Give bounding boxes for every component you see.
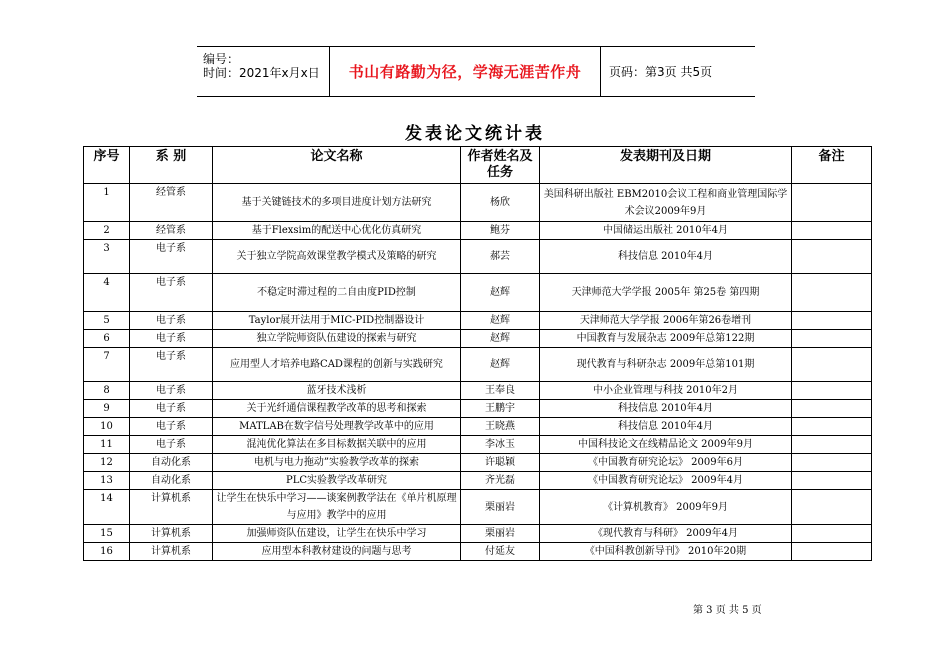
- column-header-no: 序号: [84, 147, 130, 184]
- table-row: [84, 400, 872, 418]
- row-author-cell: 鲍芬: [461, 222, 540, 240]
- row-journal-cell: 《中国科教创新导刊》 2010年20期: [540, 543, 792, 561]
- row-journal-cell: 科技信息 2010年4月: [540, 400, 792, 418]
- row-author-cell: 栗丽岩: [461, 525, 540, 543]
- header-page-info: 页码：第3页 共5页: [609, 65, 713, 79]
- row-paper-title-cell: 关于光纤通信课程教学改革的思考和探索: [213, 400, 461, 418]
- table-row: [84, 543, 872, 561]
- row-journal-cell: 天津师范大学学报 2006年第26卷增刊: [540, 312, 792, 330]
- page-footer: 第 3 页 共 5 页: [693, 605, 762, 616]
- table-row: [84, 382, 872, 400]
- document-number-label: 编号：: [203, 52, 240, 66]
- row-number-cell: 14: [84, 490, 130, 525]
- row-note-cell: [792, 525, 872, 543]
- table-row: [84, 240, 872, 274]
- document-time-label: 时间：2021年x月x日: [203, 66, 320, 80]
- row-note-cell: [792, 240, 872, 274]
- table-row: [84, 490, 872, 525]
- row-note-cell: [792, 330, 872, 348]
- table-row: [84, 525, 872, 543]
- row-number-cell: 4: [84, 274, 130, 312]
- table-row: [84, 330, 872, 348]
- header-slogan: 书山有路勤为径，学海无涯苦作舟: [348, 63, 582, 81]
- row-note-cell: [792, 222, 872, 240]
- row-journal-cell: 科技信息 2010年4月: [540, 240, 792, 274]
- row-paper-title-cell: PLC实验教学改革研究: [213, 472, 461, 490]
- row-note-cell: [792, 472, 872, 490]
- row-department-cell: 电子系: [130, 240, 213, 274]
- row-department-cell: 电子系: [130, 274, 213, 312]
- row-note-cell: [792, 436, 872, 454]
- row-number-cell: 16: [84, 543, 130, 561]
- row-author-cell: 李冰玉: [461, 436, 540, 454]
- row-department-cell: 自动化系: [130, 454, 213, 472]
- row-author-cell: 王奉良: [461, 382, 540, 400]
- row-number-cell: 6: [84, 330, 130, 348]
- row-paper-title-cell: MATLAB在数字信号处理教学改革中的应用: [213, 418, 461, 436]
- row-number-cell: 8: [84, 382, 130, 400]
- row-paper-title-cell: 关于独立学院高效课堂教学模式及策略的研究: [213, 240, 461, 274]
- row-paper-title-cell: 应用型本科教材建设的问题与思考: [213, 543, 461, 561]
- row-number-cell: 12: [84, 454, 130, 472]
- row-author-cell: 付延友: [461, 543, 540, 561]
- row-department-cell: 电子系: [130, 436, 213, 454]
- row-department-cell: 电子系: [130, 312, 213, 330]
- row-number-cell: 11: [84, 436, 130, 454]
- row-journal-cell: 《中国教育研究论坛》 2009年4月: [540, 472, 792, 490]
- row-number-cell: 7: [84, 348, 130, 382]
- row-note-cell: [792, 184, 872, 222]
- row-paper-title-cell: 蓝牙技术浅析: [213, 382, 461, 400]
- row-note-cell: [792, 418, 872, 436]
- row-paper-title-cell: 基于Flexsim的配送中心优化仿真研究: [213, 222, 461, 240]
- row-number-cell: 5: [84, 312, 130, 330]
- row-number-cell: 15: [84, 525, 130, 543]
- row-department-cell: 经管系: [130, 184, 213, 222]
- header-page-cell: [601, 47, 755, 96]
- row-author-cell: 杨欣: [461, 184, 540, 222]
- row-author-cell: 赵辉: [461, 312, 540, 330]
- row-journal-cell: 科技信息 2010年4月: [540, 418, 792, 436]
- row-note-cell: [792, 490, 872, 525]
- row-number-cell: 2: [84, 222, 130, 240]
- paper-statistics-table: [83, 146, 872, 561]
- row-paper-title-cell: 电机与电力拖动”实验教学改革的探索: [213, 454, 461, 472]
- row-paper-title-cell: 不稳定时滞过程的二自由度PID控制: [213, 274, 461, 312]
- row-paper-title-cell: 基于关键链技术的多项目进度计划方法研究: [213, 184, 461, 222]
- table-row: [84, 436, 872, 454]
- table-row: [84, 348, 872, 382]
- row-department-cell: 电子系: [130, 400, 213, 418]
- header-slogan-cell: [330, 47, 601, 96]
- row-journal-cell: 中国储运出版社 2010年4月: [540, 222, 792, 240]
- table-row: [84, 274, 872, 312]
- row-department-cell: 电子系: [130, 330, 213, 348]
- row-note-cell: [792, 543, 872, 561]
- row-paper-title-cell: 让学生在快乐中学习——谈案例教学法在《单片机原理与应用》教学中的应用: [213, 490, 461, 525]
- row-author-cell: 王鹏宇: [461, 400, 540, 418]
- table-row: [84, 222, 872, 240]
- row-department-cell: 自动化系: [130, 472, 213, 490]
- row-journal-cell: 天津师范大学学报 2005年 第25卷 第四期: [540, 274, 792, 312]
- row-journal-cell: 中国教育与发展杂志 2009年总第122期: [540, 330, 792, 348]
- row-author-cell: 王晓燕: [461, 418, 540, 436]
- column-header-dept: 系 别: [130, 147, 213, 184]
- row-journal-cell: 《现代教育与科研》 2009年4月: [540, 525, 792, 543]
- row-note-cell: [792, 454, 872, 472]
- row-note-cell: [792, 274, 872, 312]
- row-note-cell: [792, 382, 872, 400]
- row-paper-title-cell: 独立学院师资队伍建设的探索与研究: [213, 330, 461, 348]
- row-paper-title-cell: 混沌优化算法在多目标数据关联中的应用: [213, 436, 461, 454]
- row-note-cell: [792, 348, 872, 382]
- row-journal-cell: 中国科技论文在线精品论文 2009年9月: [540, 436, 792, 454]
- row-journal-cell: 《计算机教育》 2009年9月: [540, 490, 792, 525]
- row-note-cell: [792, 312, 872, 330]
- row-author-cell: 赵辉: [461, 274, 540, 312]
- column-header-note: 备注: [792, 147, 872, 184]
- column-header-journal: 发表期刊及日期: [540, 147, 792, 184]
- row-paper-title-cell: 加强师资队伍建设，让学生在快乐中学习: [213, 525, 461, 543]
- row-department-cell: 计算机系: [130, 525, 213, 543]
- row-author-cell: 齐光磊: [461, 472, 540, 490]
- row-journal-cell: 中小企业管理与科技 2010年2月: [540, 382, 792, 400]
- row-department-cell: 计算机系: [130, 543, 213, 561]
- row-department-cell: 电子系: [130, 348, 213, 382]
- row-department-cell: 电子系: [130, 418, 213, 436]
- row-journal-cell: 《中国教育研究论坛》 2009年6月: [540, 454, 792, 472]
- row-journal-cell: 美国科研出版社 EBM2010会议工程和商业管理国际学术会议2009年9月: [540, 184, 792, 222]
- row-author-cell: 许聪颖: [461, 454, 540, 472]
- table-row: [84, 184, 872, 222]
- row-note-cell: [792, 400, 872, 418]
- row-department-cell: 经管系: [130, 222, 213, 240]
- row-paper-title-cell: 应用型人才培养电路CAD课程的创新与实践研究: [213, 348, 461, 382]
- row-number-cell: 1: [84, 184, 130, 222]
- table-row: [84, 418, 872, 436]
- row-author-cell: 赵辉: [461, 330, 540, 348]
- table-row: [84, 312, 872, 330]
- row-author-cell: 郝芸: [461, 240, 540, 274]
- document-title: 发表论文统计表: [405, 124, 545, 144]
- row-number-cell: 13: [84, 472, 130, 490]
- row-number-cell: 3: [84, 240, 130, 274]
- page-header: [197, 46, 755, 97]
- row-number-cell: 10: [84, 418, 130, 436]
- row-department-cell: 计算机系: [130, 490, 213, 525]
- row-department-cell: 电子系: [130, 382, 213, 400]
- row-author-cell: 赵辉: [461, 348, 540, 382]
- header-meta: [197, 47, 330, 96]
- table-row: [84, 472, 872, 490]
- column-header-author: 作者姓名及任务: [461, 147, 540, 184]
- row-author-cell: 栗丽岩: [461, 490, 540, 525]
- table-header-row: [84, 147, 872, 184]
- table-row: [84, 454, 872, 472]
- row-paper-title-cell: Taylor展开法用于MIC-PID控制器设计: [213, 312, 461, 330]
- row-journal-cell: 现代教育与科研杂志 2009年总第101期: [540, 348, 792, 382]
- row-number-cell: 9: [84, 400, 130, 418]
- column-header-paper: 论文名称: [213, 147, 461, 184]
